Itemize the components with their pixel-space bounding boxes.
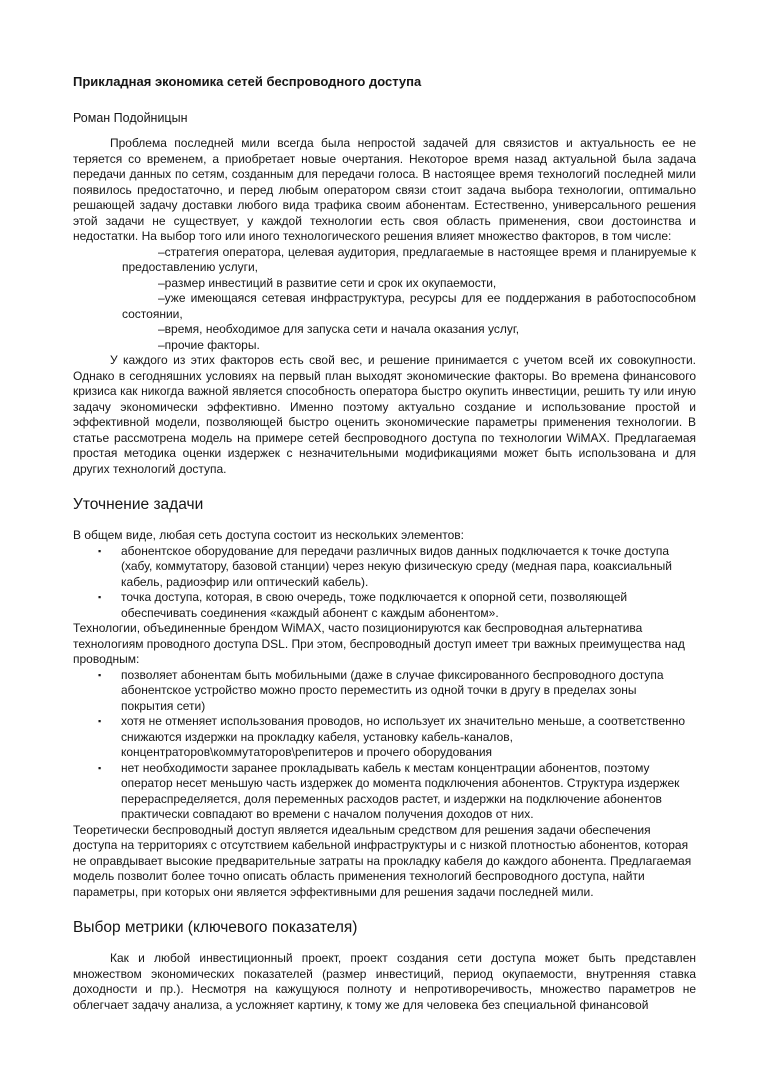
list-item-text: абонентское оборудование для передачи различных видов данных подключается к точке доступа (хабу, коммутатору, базовой станции) через некую физическую среду (медная пара, коаксиальный кабель, радиоэфир или оптический кабель). (121, 543, 672, 589)
advantages-list (73, 668, 696, 823)
factor-item: –время, необходимое для запуска сети и начала оказания услуг, (158, 322, 520, 336)
factor-item: –уже имеющаяся сетевая инфраструктура, ресурсы для ее поддержания в работоспособном состоянии, (122, 291, 696, 321)
list-item-text: хотя не отменяет использования проводов, но использует их значительно меньше, а соответственно снижаются издержки на прокладку кабеля, установку кабель-каналов, концентраторов\коммутаторов\репитеров и прочего оборудования (121, 714, 686, 759)
author-name: Роман Подойницын (73, 110, 188, 125)
factor-item: –стратегия оператора, целевая аудитория, предлагаемые в настоящее время и планируемые к предоставлению услуги, (122, 244, 696, 274)
list-item (73, 714, 696, 761)
intro-paragraph-1: Проблема последней мили всегда была непростой задачей для связистов и актуальность ее не теряется со временем, а приобретает новые очертания. Некоторое время назад актуальной была задача передачи данных по сетям, созданным для передачи голоса. В настоящее время технологий последней мили появилось предостаточно, и перед любым оператором связи стоит задача выбора технологии, оптимально решающей задачу доставки любого вида трафика своим абонентам. Естественно, универсального решения этой задачи не существует, у каждой технологии есть своя область применения, свои достоинства и недостатки. На выбор того или иного технологического решения влияет множество факторов, в том числе: (73, 136, 696, 243)
elements-list (73, 544, 696, 622)
bullet-icon: ▪ (98, 669, 102, 680)
bullet-icon: ▪ (98, 762, 102, 773)
list-item (73, 590, 696, 621)
closing-paragraph: Теоретически беспроводный доступ является идеальным средством для решения задачи обеспечения доступа на территориях с отсутствием кабельной инфраструктуры и с низкой плотностью абонентов, которая не оправдывает высокие предварительные затраты на прокладку кабеля до каждого абонента. Предлагаемая модель позволит более точно описать область применения технологий беспроводного доступа, найти параметры, при которых они является эффективными для решения задачи последней мили. (73, 822, 692, 899)
list-item-text: позволяет абонентам быть мобильными (даже в случае фиксированного беспроводного доступа абонентское устройство можно просто переместить из одной точки в другу в пределах зоны покрытия сети) (121, 667, 664, 713)
list-item-text: нет необходимости заранее прокладывать кабель к местам концентрации абонентов, поэтому оператор несет меньшую часть издержек до момента подключения абонентов. Структура издержек перераспределяется, доля переменных расходов растет, и издержки на подключение абонентов практически совпадают во времени с началом получения доходов от них. (121, 760, 680, 821)
factor-item: –прочие факторы. (158, 337, 260, 352)
bullet-icon: ▪ (98, 592, 102, 602)
section-heading-clarification: Уточнение задачи (73, 496, 204, 513)
factor-item: –размер инвестиций в развитие сети и срок их окупаемости, (158, 275, 497, 290)
list-item (73, 544, 696, 591)
document-title: Прикладная экономика сетей беспроводного доступа (73, 74, 422, 89)
list-item-text: точка доступа, которая, в свою очередь, тоже подключается к опорной сети, позволяющей обеспечивать соединения «каждый абонент с каждым абонентом». (121, 590, 628, 620)
section-heading-metric: Выбор метрики (ключевого показателя) (73, 919, 358, 936)
bullet-icon: ▪ (98, 545, 102, 556)
wimax-paragraph: Технологии, объединенные брендом WiMAX, часто позиционируются как беспроводная альтернатива технологиям проводного доступа DSL. При этом, беспроводный доступ имеет три важных преимущества над проводным: (73, 621, 685, 666)
intro-paragraph-2: У каждого из этих факторов есть свой вес, и решение принимается с учетом всей их совокупности. Однако в сегодняшних условиях на первый план выходят экономические факторы. Во времена финансового кризиса как никогда важной является способность оператора быстро окупить инвестиции, решить ту или иную задачу экономически эффективно. Именно поэтому актуально создание и использование простой и эффективной модели, позволяющей быстро оценить экономические параметры применения технологии. В статье рассмотрена модель на примере сетей беспроводного доступа по технологии WiMAX. Предлагаемая простая методика оценки издержек с незначительными модификациями может быть использована и для других технологий доступа. (73, 353, 696, 476)
elements-lead: В общем виде, любая сеть доступа состоит из нескольких элементов: (73, 528, 464, 542)
factors-list (73, 245, 696, 354)
bullet-icon: ▪ (98, 716, 102, 726)
metric-paragraph: Как и любой инвестиционный проект, проект создания сети доступа может быть представлен множеством экономических показателей (размер инвестиций, период окупаемости, внутренняя ставка доходности и пр.). Несмотря на кажущуюся полноту и непротиворечивость, множество параметров не облегчает задачу анализа, а усложняет картину, к тому же для человека без специальной финансовой (73, 951, 696, 1012)
list-item (73, 761, 696, 823)
list-item (73, 668, 696, 715)
